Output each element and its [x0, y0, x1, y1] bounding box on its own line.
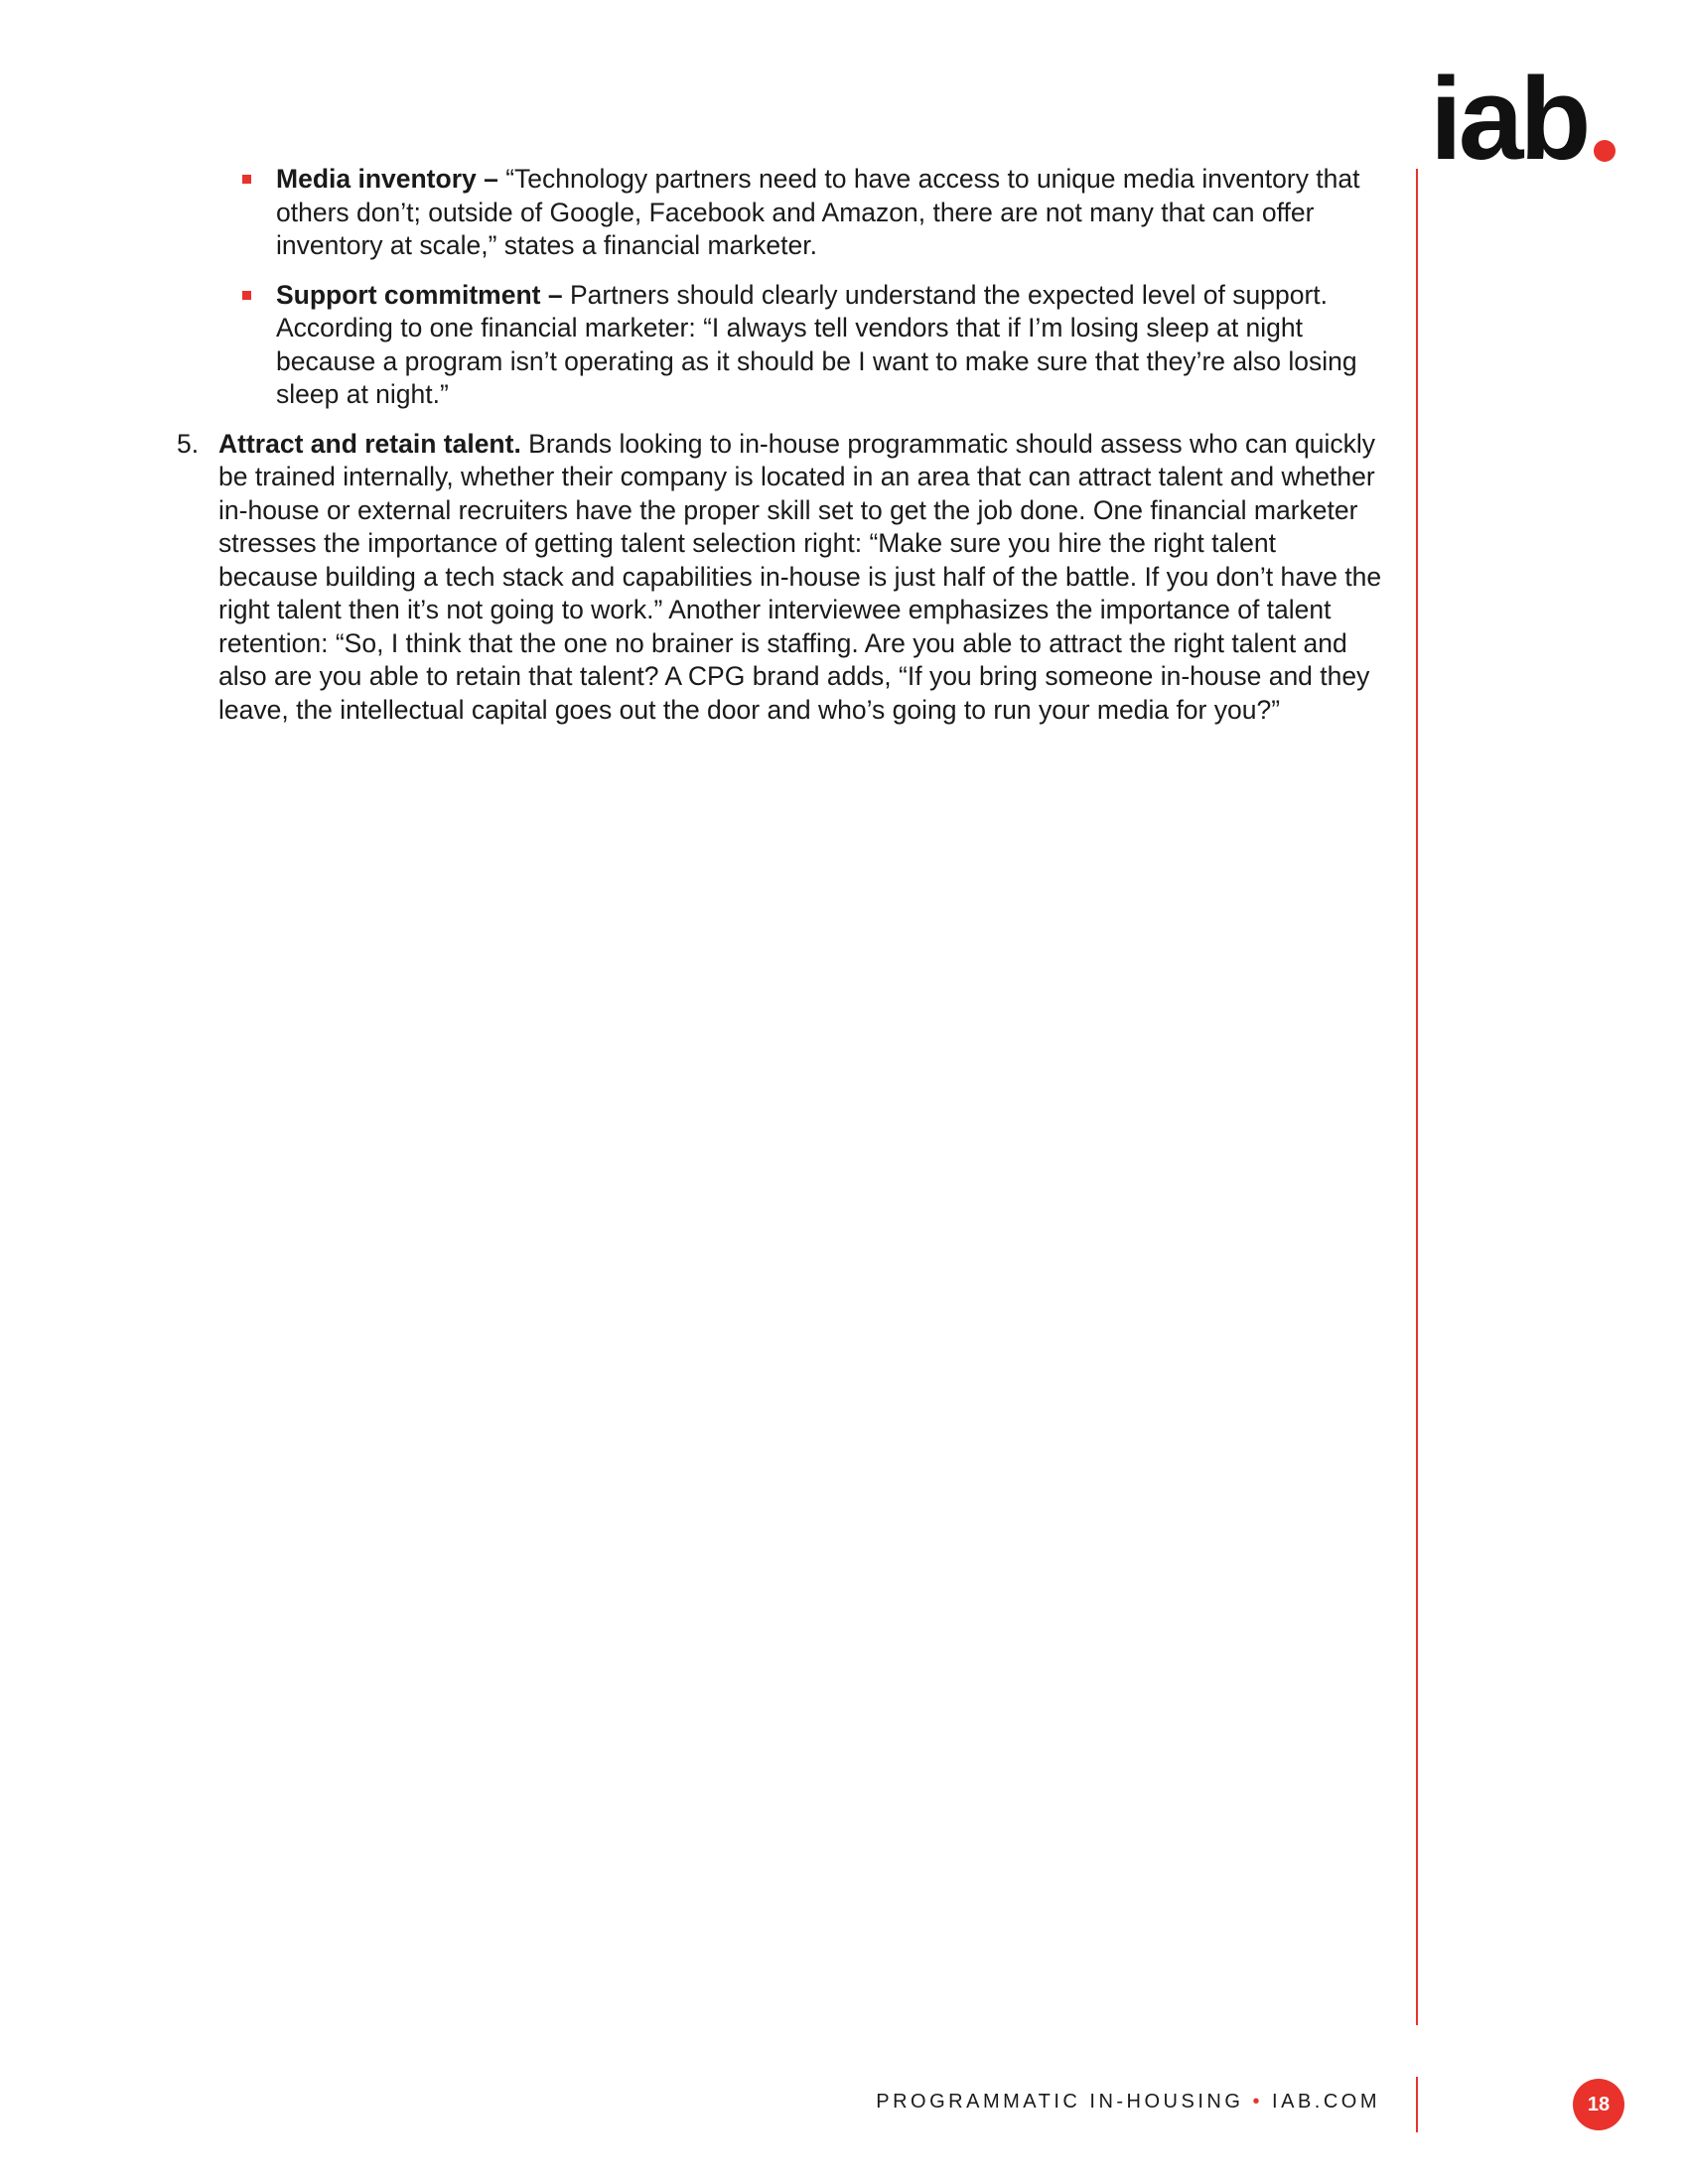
footer-link[interactable]: IAB.COM: [1272, 2091, 1380, 2113]
footer-separator: •: [1252, 2091, 1263, 2113]
bullet-square-icon: [242, 291, 251, 300]
page-footer: [854, 2091, 1380, 2114]
list-item-media-inventory: [276, 163, 1382, 263]
list-item-support-commitment: [276, 279, 1382, 412]
main-content: [159, 163, 1382, 727]
item-heading: Attract and retain talent.: [218, 428, 521, 459]
iab-logo: [1430, 68, 1618, 177]
bullet-square-icon: [242, 175, 251, 184]
page-number-badge: 18: [1573, 2079, 1624, 2130]
numbered-item-talent: [159, 428, 1382, 728]
item-text: Partners should clearly understand the expected level of support. According to one financial marketer: “I always tell vendors that if I’m losing sleep at night because a program isn’t operating as it should be I want to make sure that they’re also losing sleep at night.”: [276, 279, 1357, 409]
item-text: Brands looking to in-house programmatic should assess who can quickly be trained internally, whether their company is located in an area that can attract talent and whether in-house or external recruiters have the proper skill set to get the job done. One financial marketer stresses the importance of getting talent selection right: “Make sure you hire the right talent because building a tech stack and capabilities in-house is just half of the battle. If you don’t have the right talent then it’s not going to work.” Another interviewee emphasizes the importance of talent retention: “So, I think that the one no brainer is staffing. Are you able to attract the right talent and also are you able to retain that talent? A CPG brand adds, “If you bring someone in-house and they leave, the intellectual capital goes out the door and who’s going to run your media for you?”: [218, 428, 1382, 725]
logo-wordmark: iab: [1430, 68, 1588, 177]
item-number: 5.: [177, 428, 200, 459]
item-text: “Technology partners need to have access to unique media inventory that others don’t; outside of Google, Facebook and Amazon, there are not many that can offer inventory at scale,” states a financial marketer.: [276, 164, 1360, 260]
iab-logo-mark: [1430, 68, 1618, 177]
item-heading: Media inventory –: [276, 164, 498, 194]
sub-bullet-list: [276, 163, 1382, 412]
item-heading: Support commitment –: [276, 279, 563, 310]
footer-title: PROGRAMMATIC IN-HOUSING: [876, 2091, 1244, 2113]
logo-dot: [1594, 140, 1616, 162]
footer-rule: [1416, 2077, 1418, 2132]
margin-rule: [1416, 169, 1418, 2025]
